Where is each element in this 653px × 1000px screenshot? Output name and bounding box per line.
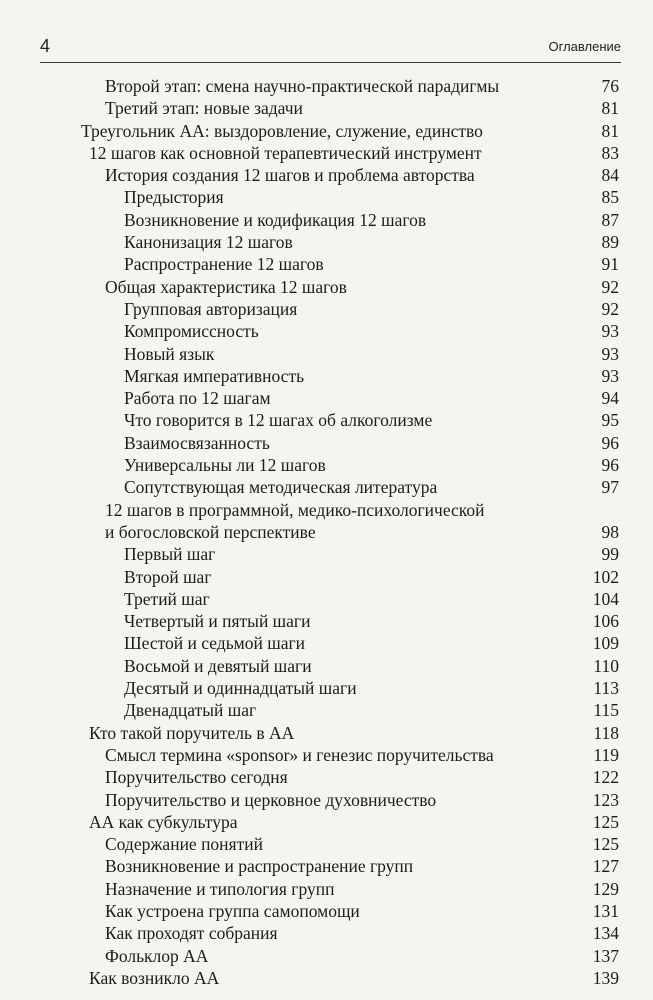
toc-entry — [0, 365, 653, 387]
toc-entry-title: Общая характеристика 12 шагов — [105, 276, 347, 297]
toc-entry — [0, 610, 653, 632]
toc-entry-title: Распространение 12 шагов — [124, 254, 324, 275]
toc-entry-title: Треугольник АА: выздоровление, служение, единство — [81, 120, 483, 141]
toc-entry-page: 119 — [593, 744, 619, 765]
toc-entry-page: 104 — [592, 588, 619, 609]
toc-entry-title: Компромиссность — [124, 321, 259, 342]
toc-entry-title: Двенадцатый шаг — [124, 700, 257, 721]
toc-entry-page: 92 — [601, 298, 619, 319]
toc-entry-title: Первый шаг — [124, 544, 216, 565]
toc-entry — [0, 343, 653, 365]
toc-entry-title: Поручительство сегодня — [105, 767, 288, 788]
toc-entry — [0, 811, 653, 833]
toc-entry-page: 109 — [592, 633, 619, 654]
toc-entry — [0, 120, 653, 142]
toc-entry — [0, 744, 653, 766]
toc-entry-title: Групповая авторизация — [124, 298, 298, 319]
toc-entry-title: Как возникло АА — [89, 967, 220, 988]
toc-entry-title: Фольклор АА — [105, 945, 209, 966]
toc-entry-title: Канонизация 12 шагов — [124, 232, 293, 253]
toc-entry — [0, 209, 653, 231]
toc-entry — [0, 722, 653, 744]
toc-entry — [0, 833, 653, 855]
toc-entry-page: 102 — [592, 566, 619, 587]
toc-entry — [0, 454, 653, 476]
toc-entry-page: 131 — [592, 900, 619, 921]
toc-entry-page: 96 — [601, 432, 619, 453]
toc-entry — [0, 789, 653, 811]
toc-entry-page: 97 — [601, 477, 619, 498]
toc-entry-page: 110 — [593, 655, 619, 676]
toc-entry — [0, 677, 653, 699]
toc-entry — [0, 75, 653, 97]
toc-entry-page: 93 — [601, 365, 619, 386]
toc-entry-title: 12 шагов как основной терапевтический инструмент — [89, 142, 482, 163]
toc-entry-page: 98 — [601, 521, 619, 542]
toc-entry-title: Возникновение и кодификация 12 шагов — [124, 209, 427, 230]
toc-entry — [0, 543, 653, 565]
toc-entry — [0, 298, 653, 320]
toc-entry — [0, 922, 653, 944]
toc-entry — [0, 142, 653, 164]
toc-entry-page: 81 — [601, 98, 619, 119]
toc-entry — [0, 97, 653, 119]
toc-entry-title: Содержание понятий — [105, 834, 263, 855]
toc-entry-page: 92 — [601, 276, 619, 297]
table-of-contents — [0, 75, 653, 989]
toc-entry-page: 94 — [601, 388, 619, 409]
running-header — [40, 36, 621, 60]
toc-entry — [0, 432, 653, 454]
toc-entry-title: Универсальны ли 12 шагов — [124, 455, 326, 476]
toc-entry-title: Мягкая императивность — [124, 365, 305, 386]
toc-entry-title: Четвертый и пятый шаги — [124, 611, 311, 632]
toc-entry-title: Второй этап: смена научно-практической парадигмы — [105, 76, 500, 96]
toc-entry-title: Восьмой и девятый шаги — [124, 655, 312, 676]
toc-entry — [0, 855, 653, 877]
toc-entry-page: 81 — [601, 120, 619, 141]
page-number: 4 — [40, 36, 51, 56]
toc-entry-page: 96 — [601, 455, 619, 476]
toc-entry-title: Поручительство и церковное духовничество — [105, 789, 437, 810]
toc-entry-title: Сопутствующая методическая литература — [124, 477, 438, 498]
toc-entry-page: 137 — [592, 945, 619, 966]
toc-entry-page: 125 — [592, 834, 619, 855]
toc-entry-title: Десятый и одиннадцатый шаги — [124, 678, 357, 699]
toc-entry — [0, 387, 653, 409]
toc-entry — [0, 409, 653, 431]
toc-entry-title: 12 шагов в программной, медико-психологической — [105, 499, 485, 520]
toc-entry-title: Третий шаг — [124, 588, 210, 609]
toc-entry-page: 87 — [601, 209, 619, 230]
toc-entry-title: Взаимосвязанность — [124, 432, 270, 453]
toc-entry-title: Возникновение и распространение групп — [105, 856, 414, 877]
toc-entry-title: Второй шаг — [124, 566, 212, 587]
toc-entry-page: 123 — [592, 789, 619, 810]
toc-entry-title: Третий этап: новые задачи — [105, 98, 303, 119]
toc-entry-title: Работа по 12 шагам — [124, 388, 271, 409]
toc-entry-title: Назначение и типология групп — [105, 878, 335, 899]
toc-entry — [0, 655, 653, 677]
toc-entry-page: 113 — [593, 678, 619, 699]
toc-entry-page: 91 — [601, 254, 619, 275]
toc-entry — [0, 320, 653, 342]
toc-entry — [0, 632, 653, 654]
toc-entry — [0, 967, 653, 989]
toc-entry-title: и богословской перспективе — [105, 521, 316, 542]
toc-entry — [0, 231, 653, 253]
running-head-title: Оглавление — [548, 39, 621, 54]
toc-entry — [0, 521, 653, 543]
toc-entry — [0, 186, 653, 208]
toc-entry-page: 122 — [592, 767, 619, 788]
toc-entry-page: 95 — [601, 410, 619, 431]
toc-entry — [0, 499, 653, 521]
toc-entry-title: Предыстория — [124, 187, 224, 208]
toc-entry-page: 76 — [601, 76, 619, 96]
toc-entry-page: 89 — [601, 232, 619, 253]
toc-entry-page: 93 — [601, 343, 619, 364]
toc-entry — [0, 699, 653, 721]
toc-entry-page: 93 — [601, 321, 619, 342]
toc-entry-page: 127 — [592, 856, 619, 877]
toc-entry-page: 129 — [592, 878, 619, 899]
toc-entry — [0, 164, 653, 186]
toc-entry — [0, 566, 653, 588]
toc-entry-title: Шестой и седьмой шаги — [124, 633, 306, 654]
toc-entry — [0, 476, 653, 498]
toc-entry-title: Как устроена группа самопомощи — [105, 900, 360, 921]
toc-entry-page: 125 — [592, 811, 619, 832]
toc-entry — [0, 253, 653, 275]
toc-entry — [0, 766, 653, 788]
toc-entry — [0, 276, 653, 298]
toc-entry-page: 118 — [593, 722, 619, 743]
toc-entry-page: 99 — [601, 544, 619, 565]
toc-entry-page: 134 — [592, 923, 619, 944]
toc-entry — [0, 945, 653, 967]
toc-entry-title: АА как субкультура — [89, 811, 238, 832]
toc-entry-page: 115 — [593, 700, 619, 721]
toc-entry — [0, 900, 653, 922]
toc-entry — [0, 878, 653, 900]
toc-entry-title: Что говорится в 12 шагах об алкоголизме — [124, 410, 433, 431]
toc-entry-title: История создания 12 шагов и проблема авторства — [105, 165, 475, 186]
toc-entry-page: 139 — [592, 967, 619, 988]
toc-entry — [0, 588, 653, 610]
toc-entry-page: 85 — [601, 187, 619, 208]
toc-entry-page: 83 — [601, 142, 619, 163]
toc-entry-title: Новый язык — [124, 343, 215, 364]
toc-entry-page: 106 — [592, 611, 619, 632]
toc-entry-title: Кто такой поручитель в АА — [89, 722, 295, 743]
header-rule — [40, 62, 621, 63]
toc-entry-page: 84 — [601, 165, 619, 186]
toc-entry-title: Как проходят собрания — [105, 923, 278, 944]
toc-entry-title: Смысл термина «sponsor» и генезис поручительства — [105, 744, 494, 765]
